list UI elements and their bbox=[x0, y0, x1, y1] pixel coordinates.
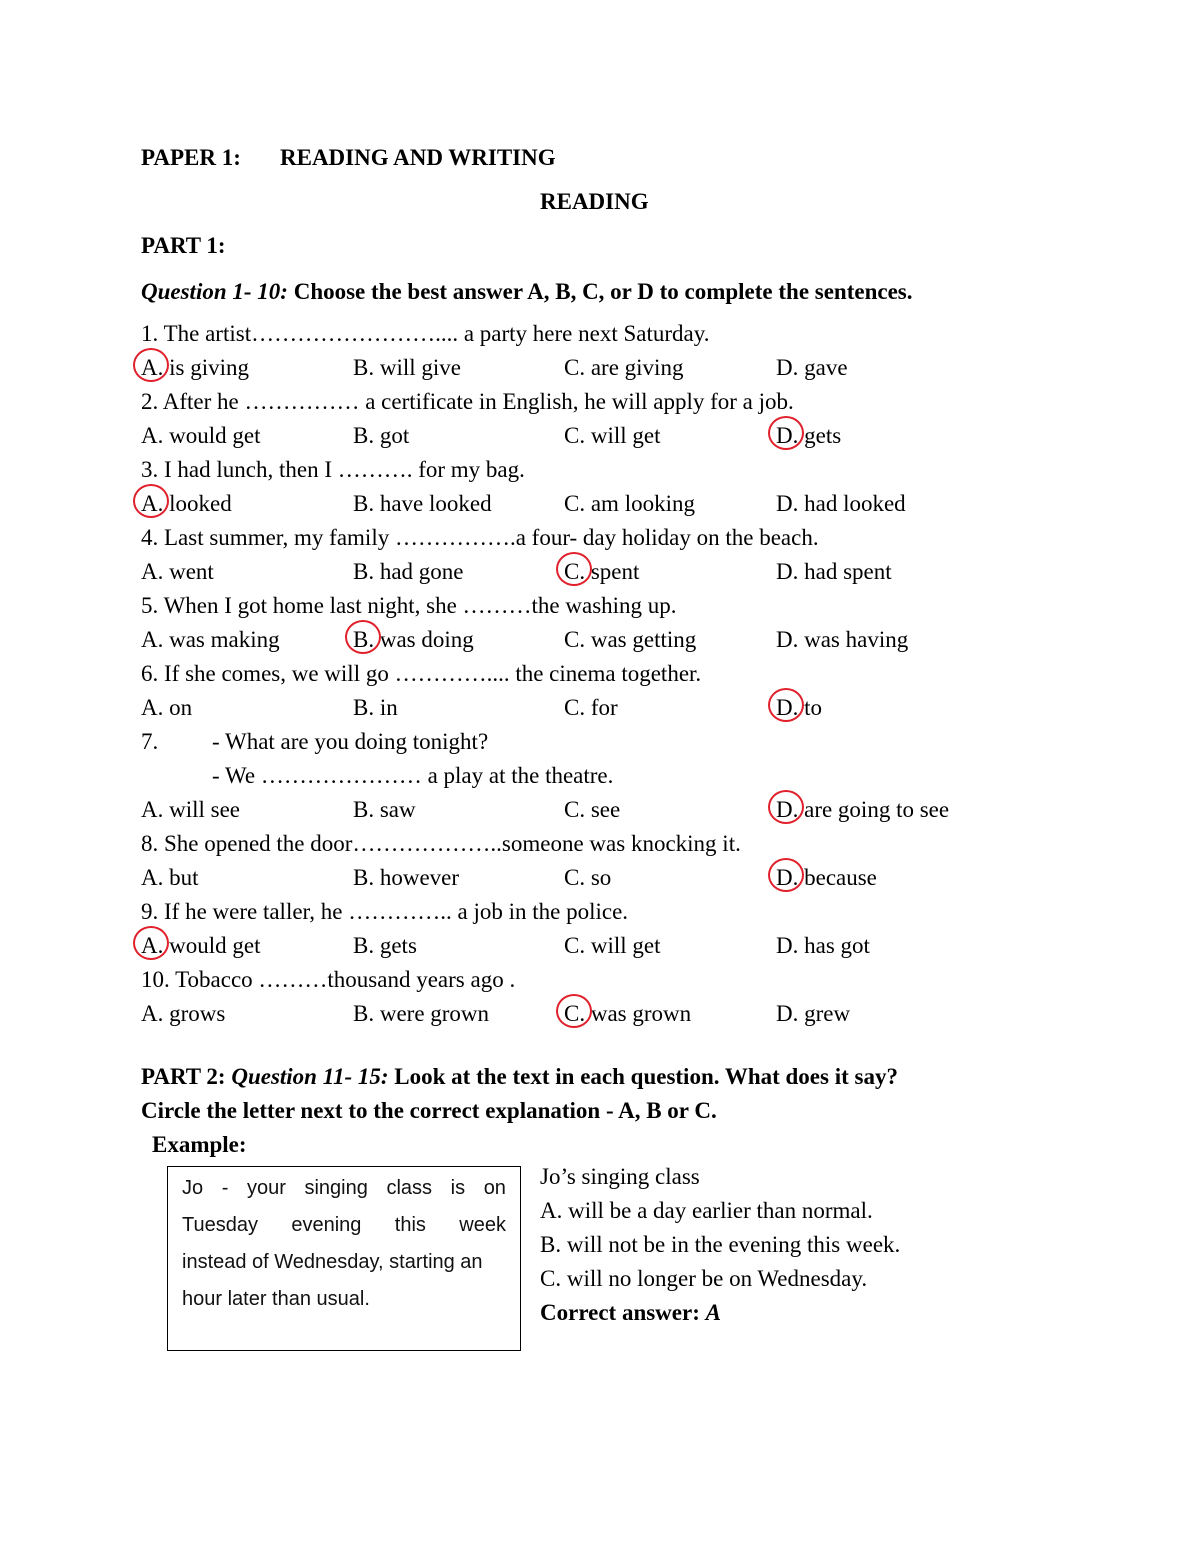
part2-heading bbox=[141, 1065, 898, 1088]
option-c[interactable]: C. see bbox=[564, 797, 621, 822]
option-a[interactable]: A. on bbox=[141, 695, 193, 720]
instruction-label: Question 1- 10: bbox=[141, 279, 288, 304]
option-d[interactable]: D. gave bbox=[776, 355, 848, 380]
option-c[interactable]: C. are giving bbox=[564, 355, 684, 380]
paper-subtitle: READING AND WRITING bbox=[280, 145, 556, 170]
option-c[interactable]: C. for bbox=[564, 695, 618, 720]
option-d[interactable]: D. grew bbox=[776, 1001, 851, 1026]
option-c[interactable]: C. am looking bbox=[564, 491, 695, 516]
option-b[interactable]: B. were grown bbox=[353, 1001, 490, 1026]
note-line-4: hour later than usual. bbox=[182, 1288, 370, 1310]
question-stem: 5. When I got home last night, she ………the washing up. bbox=[141, 593, 677, 618]
question-stem: 6. If she comes, we will go ………….... the cinema together. bbox=[141, 661, 702, 686]
note-line-3: instead of Wednesday, starting an bbox=[182, 1251, 483, 1273]
question-stem: 2. After he …………… a certificate in English, he will apply for a job. bbox=[141, 389, 794, 414]
option-a[interactable]: A. would get bbox=[141, 933, 261, 958]
question-stem: 10. Tobacco ………thousand years ago . bbox=[141, 967, 516, 992]
option-b[interactable]: B. will give bbox=[353, 355, 461, 380]
example-answer bbox=[540, 1301, 721, 1324]
part2-question-label: Question 11- 15: bbox=[231, 1064, 389, 1089]
option-a[interactable]: A. would get bbox=[141, 423, 261, 448]
question-stem: 9. If he were taller, he ………….. a job in the police. bbox=[141, 899, 629, 924]
section-heading: READING bbox=[540, 189, 649, 214]
option-b[interactable]: B. had gone bbox=[353, 559, 464, 584]
option-a[interactable]: A. was making bbox=[141, 627, 280, 652]
part1-heading: PART 1: bbox=[141, 233, 226, 258]
example-option-c: C. will no longer be on Wednesday. bbox=[540, 1266, 868, 1291]
paper-title: PAPER 1: bbox=[141, 145, 241, 170]
option-d[interactable]: D. had spent bbox=[776, 559, 892, 584]
option-c[interactable]: C. was getting bbox=[564, 627, 697, 652]
part1-instructions bbox=[141, 280, 913, 303]
part2-label: PART 2: bbox=[141, 1064, 226, 1089]
option-a[interactable]: A. looked bbox=[141, 491, 232, 516]
example-option-b: B. will not be in the evening this week. bbox=[540, 1232, 901, 1257]
dialogue-line: - We ………………… a play at the theatre. bbox=[212, 763, 614, 788]
option-d[interactable]: D. gets bbox=[776, 423, 842, 448]
option-a[interactable]: A. went bbox=[141, 559, 214, 584]
example-option-a: A. will be a day earlier than normal. bbox=[540, 1198, 873, 1223]
option-c[interactable]: C. will get bbox=[564, 933, 661, 958]
option-d[interactable]: D. to bbox=[776, 695, 822, 720]
option-c[interactable]: C. was grown bbox=[564, 1001, 692, 1026]
answer-value: A bbox=[705, 1300, 721, 1325]
option-d[interactable]: D. are going to see bbox=[776, 797, 950, 822]
option-a[interactable]: A. but bbox=[141, 865, 199, 890]
option-a[interactable]: A. will see bbox=[141, 797, 241, 822]
example-label: Example: bbox=[152, 1132, 247, 1157]
question-stem: 3. I had lunch, then I ………. for my bag. bbox=[141, 457, 525, 482]
option-c[interactable]: C. will get bbox=[564, 423, 661, 448]
option-b[interactable]: B. however bbox=[353, 865, 460, 890]
option-a[interactable]: A. is giving bbox=[141, 355, 249, 380]
question-stem: 4. Last summer, my family …………….a four- day holiday on the beach. bbox=[141, 525, 819, 550]
part2-line2: Circle the letter next to the correct explanation - A, B or C. bbox=[141, 1098, 717, 1123]
part2-line1: Look at the text in each question. What does it say? bbox=[388, 1064, 898, 1089]
option-b[interactable]: B. gets bbox=[353, 933, 417, 958]
option-c[interactable]: C. spent bbox=[564, 559, 640, 584]
option-b[interactable]: B. have looked bbox=[353, 491, 492, 516]
option-b[interactable]: B. in bbox=[353, 695, 398, 720]
answer-label: Correct answer: bbox=[540, 1300, 700, 1325]
option-b[interactable]: B. was doing bbox=[353, 627, 474, 652]
option-b[interactable]: B. got bbox=[353, 423, 410, 448]
question-stem: 8. She opened the door………………..someone was knocking it. bbox=[141, 831, 741, 856]
question-stem: 7. bbox=[141, 729, 159, 754]
option-b[interactable]: B. saw bbox=[353, 797, 416, 822]
option-d[interactable]: D. had looked bbox=[776, 491, 906, 516]
dialogue-line: - What are you doing tonight? bbox=[212, 729, 489, 754]
instruction-text: Choose the best answer A, B, C, or D to complete the sentences. bbox=[287, 279, 913, 304]
note-line-2: Tuesday evening this week bbox=[182, 1214, 506, 1236]
note-line-1: Jo - your singing class is on bbox=[182, 1177, 506, 1199]
option-a[interactable]: A. grows bbox=[141, 1001, 226, 1026]
example-title: Jo’s singing class bbox=[540, 1164, 700, 1189]
option-c[interactable]: C. so bbox=[564, 865, 612, 890]
option-d[interactable]: D. has got bbox=[776, 933, 870, 958]
question-stem: 1. The artist…………………….... a party here next Saturday. bbox=[141, 321, 710, 346]
option-d[interactable]: D. was having bbox=[776, 627, 909, 652]
option-d[interactable]: D. because bbox=[776, 865, 877, 890]
